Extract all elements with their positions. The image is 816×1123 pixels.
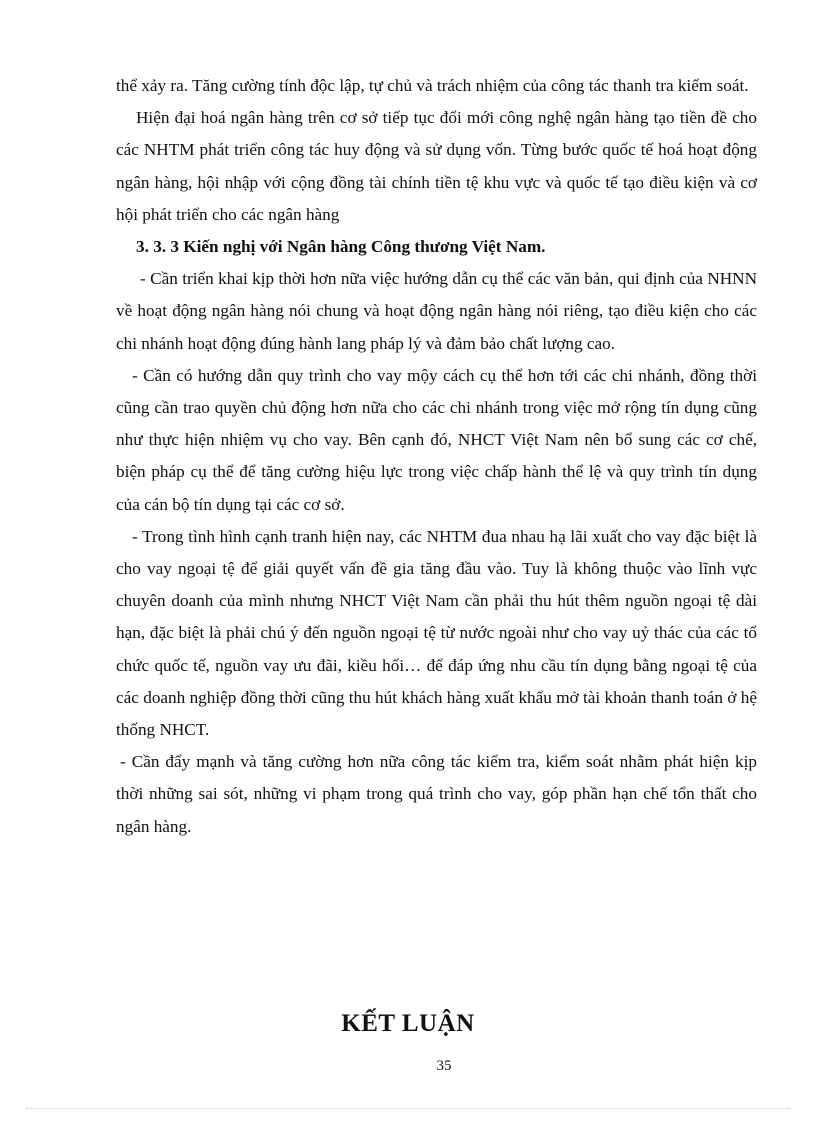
recommendation-item: - Cần có hướng dẫn quy trình cho vay mộy cách cụ thể hơn tới các chi nhánh, đồng thời cũng cần trao quyền chủ động hơn nữa cho các chi nhánh trong việc mở rộng tín dụng cũng như thực hiện nhiệm vụ cho vay. Bên cạnh đó, NHCT Việt Nam nên bổ sung các cơ chế, biện pháp cụ thể để tăng cường hiệu lực trong việc chấp hành thể lệ và quy trình tín dụng của cán bộ tín dụng tại các cơ sở.	[116, 365, 757, 514]
recommendation-item: - Cần đẩy mạnh và tăng cường hơn nữa công tác kiểm tra, kiểm soát nhằm phát hiện kịp thời những sai sót, những vi phạm trong quá trình cho vay, góp phần hạn chế tổn thất cho ngân hàng.	[116, 752, 757, 836]
conclusion-title: KẾT LUẬN	[341, 1010, 475, 1037]
page-number: 35	[436, 1058, 452, 1074]
paragraph-modernization: Hiện đại hoá ngân hàng trên cơ sở tiếp tục đổi mới công nghệ ngân hàng tạo tiền đề cho các NHTM phát triển công tác huy động và sử dụng vốn. Từng bước quốc tế hoá hoạt động ngân hàng, hội nhập với cộng đồng tài chính tiền tệ khu vực và quốc tế tạo điều kiện và cơ hội phát triển cho các ngân hàng	[116, 108, 757, 224]
recommendation-item: - Trong tình hình cạnh tranh hiện nay, các NHTM đua nhau hạ lãi xuất cho vay đặc biệt là cho vay ngoại tệ để giải quyết vấn đề gia tăng đầu vào. Tuy là không thuộc vào lĩnh vực chuyên doanh của mình nhưng NHCT Việt Nam cần phải thu hút thêm nguồn ngoại tệ dài hạn, đặc biệt là phải chú ý đến nguồn ngoại tệ từ nước ngoài như cho vay uỷ thác của các tổ chức quốc tế, nguồn vay ưu đãi, kiều hối… để đáp ứng nhu cầu tín dụng bằng ngoại tệ của các doanh nghiệp đồng thời cũng thu hút khách hàng xuất khẩu mở tài khoản thanh toán ở hệ thống NHCT.	[116, 526, 757, 740]
paragraph-continuation: thể xảy ra. Tăng cường tính độc lập, tự chủ và trách nhiệm của công tác thanh tra kiểm soát.	[116, 76, 749, 95]
section-heading: 3. 3. 3 Kiến nghị với Ngân hàng Công thương Việt Nam.	[136, 237, 546, 257]
body-text	[116, 70, 757, 843]
page-bottom-divider	[26, 1108, 790, 1109]
recommendation-item: - Cần triển khai kịp thời hơn nữa việc hướng dẫn cụ thể các văn bản, qui định của NHNN về hoạt động ngân hàng nói chung và hoạt động ngân hàng nói riêng, tạo điều kiện cho các chi nhánh hoạt động đúng hành lang pháp lý và đảm bảo chất lượng cao.	[116, 269, 757, 353]
